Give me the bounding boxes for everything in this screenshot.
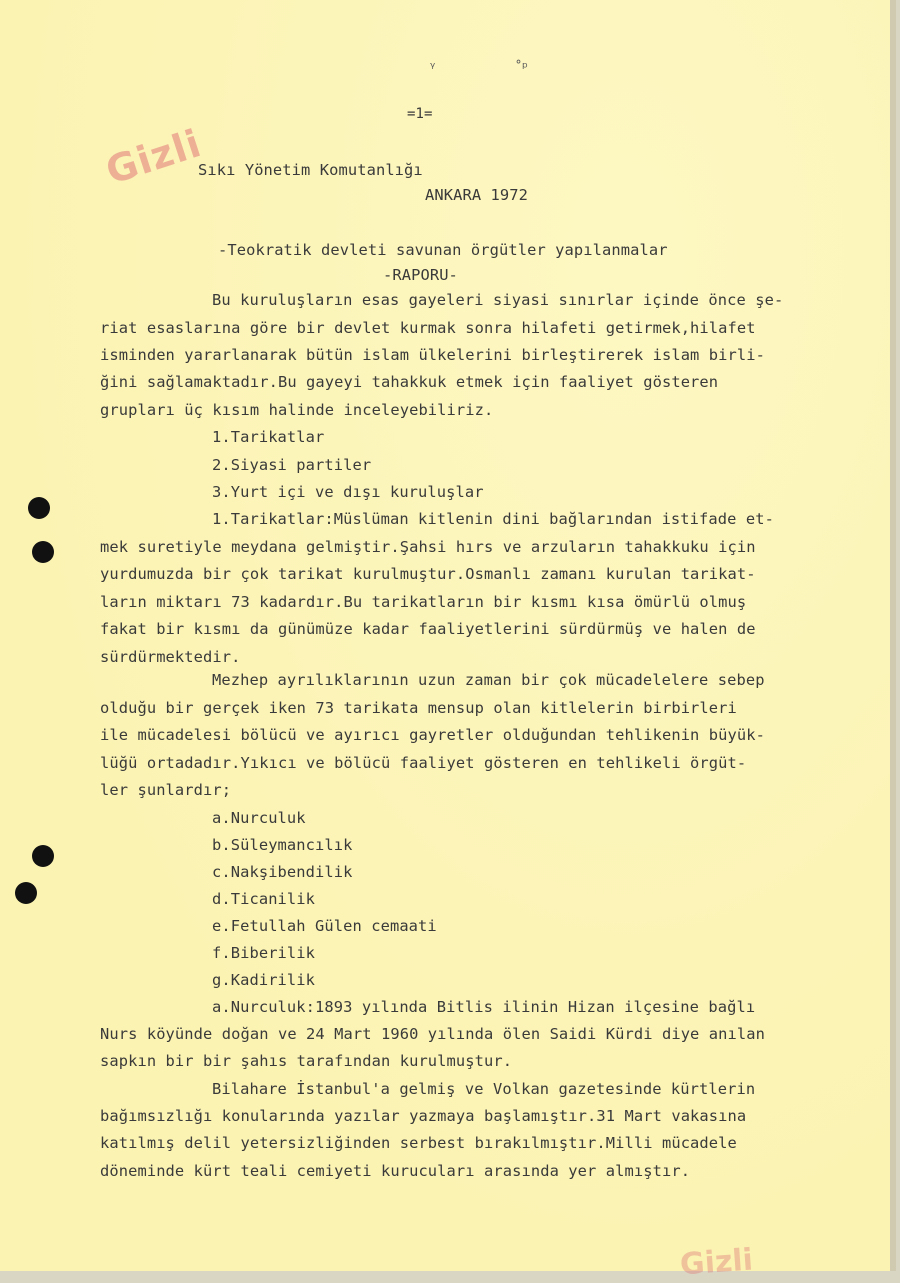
body-line: grupları üç kısım halinde inceleyebiliriz. bbox=[100, 401, 494, 419]
list-item: a.Nurculuk bbox=[212, 809, 306, 827]
punch-hole bbox=[32, 845, 54, 867]
body-line: olduğu bir gerçek iken 73 tarikata mensup olan kitlelerin birbirleri bbox=[100, 699, 737, 717]
body-line: ile mücadelesi bölücü ve ayırıcı gayretler olduğundan tehlikenin büyük- bbox=[100, 726, 765, 744]
body-line: fakat bir kısmı da günümüze kadar faaliyetlerini sürdürmüş ve halen de bbox=[100, 620, 756, 638]
list-item: 1.Tarikatlar bbox=[212, 428, 325, 446]
body-line: ların miktarı 73 kadardır.Bu tarikatların bir kısmı kısa ömürlü olmuş bbox=[100, 593, 747, 611]
body-line: yurdumuzda bir çok tarikat kurulmuştur.Osmanlı zamanı kurulan tarikat- bbox=[100, 565, 756, 583]
body-line: sapkın bir bir şahıs tarafından kurulmuştur. bbox=[100, 1052, 513, 1070]
report-subtitle: -RAPORU- bbox=[383, 266, 458, 284]
header-line: ANKARA 1972 bbox=[425, 186, 529, 204]
body-line: mek suretiyle meydana gelmiştir.Şahsi hırs ve arzuların tahakkuku için bbox=[100, 538, 756, 556]
list-item: 2.Siyasi partiler bbox=[212, 456, 372, 474]
list-item: g.Kadirilik bbox=[212, 971, 316, 989]
body-line: bağımsızlığı konularında yazılar yazmaya başlamıştır.31 Mart vakasına bbox=[100, 1107, 747, 1125]
list-item: f.Biberilik bbox=[212, 944, 316, 962]
header-line: Sıkı Yönetim Komutanlığı bbox=[198, 161, 423, 179]
body-line: sürdürmektedir. bbox=[100, 648, 241, 666]
punch-hole bbox=[32, 541, 54, 563]
classification-stamp-faded: Gizli bbox=[678, 1242, 755, 1283]
body-line: a.Nurculuk:1893 yılında Bitlis ilinin Hizan ilçesine bağlı bbox=[212, 998, 756, 1016]
punch-hole bbox=[28, 497, 50, 519]
body-line: Nurs köyünde doğan ve 24 Mart 1960 yılında ölen Saidi Kürdi diye anılan bbox=[100, 1025, 765, 1043]
report-title: -Teokratik devleti savunan örgütler yapılanmalar bbox=[218, 241, 668, 259]
page-edge bbox=[890, 0, 896, 1271]
body-line: katılmış delil yetersizliğinden serbest bırakılmıştır.Milli mücadele bbox=[100, 1134, 737, 1152]
body-line: Mezhep ayrılıklarının uzun zaman bir çok mücadelelere sebep bbox=[212, 671, 765, 689]
body-line: 1.Tarikatlar:Müslüman kitlenin dini bağlarından istifade et- bbox=[212, 510, 774, 528]
body-line: Bu kuruluşların esas gayeleri siyasi sınırlar içinde önce şe- bbox=[212, 291, 784, 309]
ink-mark: ˚ᵖ bbox=[515, 60, 528, 76]
list-item: e.Fetullah Gülen cemaati bbox=[212, 917, 437, 935]
body-line: ler şunlardır; bbox=[100, 781, 232, 799]
body-line: riat esaslarına göre bir devlet kurmak sonra hilafeti getirmek,hilafet bbox=[100, 319, 756, 337]
list-item: d.Ticanilik bbox=[212, 890, 316, 908]
page-number: =1= bbox=[407, 106, 433, 122]
classification-stamp: Gizli bbox=[100, 121, 207, 193]
body-line: döneminde kürt teali cemiyeti kurucuları arasında yer almıştır. bbox=[100, 1162, 691, 1180]
punch-hole bbox=[15, 882, 37, 904]
body-line: ğini sağlamaktadır.Bu gayeyi tahakkuk etmek için faaliyet gösteren bbox=[100, 373, 719, 391]
list-item: c.Nakşibendilik bbox=[212, 863, 353, 881]
body-line: isminden yararlanarak bütün islam ülkelerini birleştirerek islam birli- bbox=[100, 346, 765, 364]
list-item: b.Süleymancılık bbox=[212, 836, 353, 854]
list-item: 3.Yurt içi ve dışı kuruluşlar bbox=[212, 483, 484, 501]
body-line: Bilahare İstanbul'a gelmiş ve Volkan gazetesinde kürtlerin bbox=[212, 1080, 756, 1098]
body-line: lüğü ortadadır.Yıkıcı ve bölücü faaliyet gösteren en tehlikeli örgüt- bbox=[100, 754, 747, 772]
ink-mark: ᵞ bbox=[430, 60, 436, 76]
